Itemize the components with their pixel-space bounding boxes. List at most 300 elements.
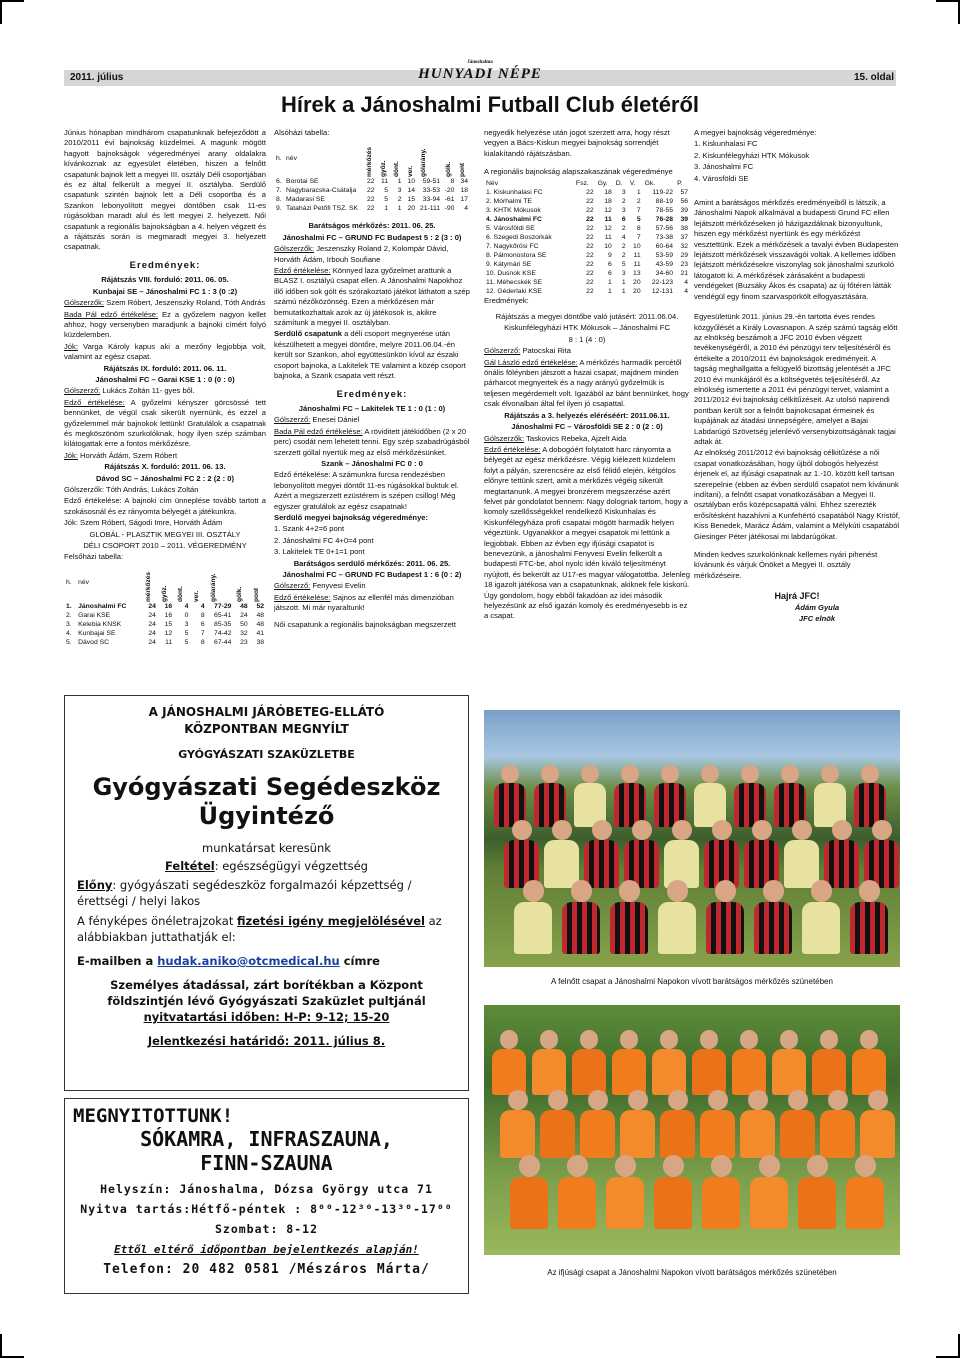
table-cell: 22 bbox=[586, 224, 594, 232]
opening-hours: nyitvatartási időben: H-P: 9-12; 15-20 bbox=[143, 1010, 390, 1024]
table-cell: 15 bbox=[407, 196, 415, 204]
table-cell: 7 bbox=[636, 233, 641, 241]
ad-location: Helyszín: Jánoshalma, Dózsa György utca 71 bbox=[100, 1182, 433, 1196]
table-cell: 20 bbox=[407, 205, 415, 213]
table-cell: -20 bbox=[444, 187, 455, 195]
table-cell: 53-59 bbox=[655, 251, 674, 259]
table-cell: Tataházi Petőfi TSZ. SK bbox=[286, 205, 359, 213]
youth-text: Serdülő csapatunk a déli csoport megnyerése után készülhetett a megyei döntőre, melyre 2011.06.04.-én került sor Szankon, ahol együttesünkön kívül az északi csoport bajnoka, a Lakitelek TE valamint a közép csoport bajnoka, a Szank csapata vett részt. bbox=[274, 329, 466, 381]
table-cell: 21 bbox=[680, 269, 688, 277]
table-cell: 29 bbox=[680, 251, 688, 259]
player-figure bbox=[754, 902, 792, 955]
table-row bbox=[484, 278, 690, 287]
table-cell: 4 bbox=[684, 287, 688, 295]
player-head bbox=[859, 880, 881, 902]
scorers: Gólszerző: Fenyvesi Evelin bbox=[274, 581, 366, 591]
player-head bbox=[715, 880, 737, 902]
table-cell: 3 bbox=[184, 620, 189, 628]
table-cell: 18 bbox=[460, 187, 468, 195]
player-head bbox=[792, 820, 812, 840]
player-figure bbox=[802, 902, 840, 955]
match-score: 8 : 1 (4 : 0) bbox=[568, 334, 606, 344]
match-header: Rájátszás VIII. forduló: 2011. 06. 05. bbox=[101, 275, 229, 285]
player-figure bbox=[620, 1110, 655, 1158]
table-header: gólarány. bbox=[420, 148, 427, 178]
table-cell: 4 bbox=[200, 602, 205, 610]
table-cell: 22 bbox=[366, 196, 375, 204]
table-header: Fsz. bbox=[575, 179, 589, 187]
table-cell: 73-38 bbox=[655, 233, 674, 241]
player-head bbox=[668, 1090, 688, 1110]
signature-slogan: Hajrá JFC! bbox=[774, 591, 820, 602]
match-header: Rájátszás a megyei döntőbe való jutásért: 2011.06.04. bbox=[495, 312, 679, 322]
player-head bbox=[588, 1090, 608, 1110]
table-row bbox=[484, 242, 690, 251]
table-cell: 13 bbox=[633, 269, 641, 277]
player-head bbox=[748, 1090, 768, 1110]
table-cell: 48 bbox=[256, 611, 264, 619]
table-cell: 3. bbox=[66, 620, 72, 628]
table-cell: 22 bbox=[586, 233, 594, 241]
player-head bbox=[571, 880, 593, 902]
table-cell: 2. bbox=[66, 611, 72, 619]
match-result: Jánoshalmi FC – Lakitelek TE 1 : 0 (1 : 0) bbox=[298, 403, 446, 413]
table-cell: -90 bbox=[444, 205, 455, 213]
regional-standings-table bbox=[484, 179, 690, 296]
table-cell: 74-42 bbox=[214, 629, 232, 637]
table-cell: 22 bbox=[586, 197, 594, 205]
table-cell: 6 bbox=[200, 620, 205, 628]
page-number: 15. oldal bbox=[853, 72, 894, 83]
table-row bbox=[64, 620, 266, 629]
issue-date: 2011. július bbox=[70, 72, 124, 83]
table-cell: 22 bbox=[586, 278, 594, 286]
player-head bbox=[740, 1030, 759, 1049]
table-cell: Nagybaracska-Csátalja bbox=[286, 187, 357, 195]
match-result: Kunbajai SE – Jánoshalmi FC 1 : 3 (0 :2) bbox=[92, 286, 238, 296]
table-cell: 9 bbox=[607, 251, 612, 259]
player-head bbox=[788, 1090, 808, 1110]
final-standing-item: 2. Jánoshalmi FC 4+0=4 pont bbox=[274, 535, 374, 545]
player-head bbox=[741, 765, 759, 783]
player-figure bbox=[780, 1110, 815, 1158]
table-cell: 6. Szegedi Boszorkák bbox=[486, 233, 552, 241]
table-cell: 12-131 bbox=[651, 287, 674, 295]
scorers: Gólszerző: Enesei Dániel bbox=[274, 415, 360, 425]
table-cell: 22 bbox=[586, 287, 594, 295]
upper-standings-table bbox=[64, 564, 266, 647]
table-header: Gk. bbox=[644, 179, 656, 187]
match-header: Rájátszás X. forduló: 2011. 06. 13. bbox=[104, 462, 226, 472]
table-cell: 77-29 bbox=[214, 602, 232, 610]
table-cell: 3 bbox=[621, 269, 626, 277]
table-cell: 24 bbox=[148, 611, 156, 619]
table-header: pont bbox=[252, 587, 260, 602]
table-cell: 15 bbox=[164, 620, 173, 628]
player-figure bbox=[692, 1049, 726, 1095]
table-cell: 4 bbox=[621, 233, 626, 241]
signature-name: Ádám Gyula bbox=[794, 602, 840, 612]
adult-team-photo bbox=[484, 710, 900, 967]
table-cell: 85-35 bbox=[214, 620, 232, 628]
coach-eval: Edző értékelése: Sajnos az ellenfél más dimenzióban játszott. Mi már nyaraltunk! bbox=[274, 592, 454, 613]
player-figure bbox=[784, 840, 819, 888]
table-row bbox=[484, 215, 690, 224]
table-cell: 7. bbox=[276, 187, 282, 195]
player-head bbox=[523, 880, 545, 902]
results-heading: Eredmények: bbox=[129, 259, 201, 271]
player-head bbox=[781, 765, 799, 783]
match-result: Szank – Jánoshalmi FC 0 : 0 bbox=[321, 458, 423, 468]
table-header: név bbox=[286, 154, 297, 162]
table-cell: 22 bbox=[366, 187, 375, 195]
page-title: Hírek a Jánoshalmi Futball Club életéről bbox=[280, 92, 700, 117]
deadline: Jelentkezési határidő: 2011. július 8. bbox=[147, 1034, 386, 1048]
table-cell: 65-41 bbox=[214, 611, 232, 619]
column-3 bbox=[484, 128, 690, 688]
scorers: Gólszerzők: Tóth András, Lukács Zoltán bbox=[64, 485, 199, 494]
player-head bbox=[592, 820, 612, 840]
player-figure bbox=[740, 1110, 775, 1158]
scorers: Gólszerző: Patocskai Rita bbox=[484, 346, 571, 356]
ad-heading: KÖZPONTBAN MEGNYÍLT bbox=[184, 722, 349, 736]
table-cell: 34-60 bbox=[655, 269, 674, 277]
table-row bbox=[64, 629, 266, 638]
player-head bbox=[541, 765, 559, 783]
player-head bbox=[621, 765, 639, 783]
delivery-text: Személyes átadással, zárt borítékban a Központ földszintjén lévő Gyógyászati Szaküzlet pultjánál bbox=[107, 978, 426, 1008]
player-figure bbox=[852, 1049, 886, 1095]
player-head bbox=[820, 1030, 839, 1049]
table-cell: 3 bbox=[397, 187, 402, 195]
job-advert bbox=[64, 695, 469, 1091]
table-cell: 1 bbox=[397, 205, 402, 213]
table-cell: 57-56 bbox=[655, 224, 674, 232]
scorers: Gólszerzők: Jeszenszky Roland 2, Kolompár Dávid, Horváth Ádám, Irbouh Soufiane bbox=[274, 244, 449, 264]
table-header: Gy. bbox=[597, 179, 608, 187]
table-cell: 1 bbox=[621, 287, 626, 295]
table-cell: 59-51 bbox=[422, 178, 441, 186]
best-players: Jók: Varga Károly kapus aki a mezőny legjobbja volt, valamint az egész csapat. bbox=[64, 341, 266, 362]
coach-eval: Gál László edző értékelése: A mérkőzés harmadik percétől önális föléynben játszott a hazai csapat, majdnem minden párharcot megnyertek és a nagy arányú győzelmük is teljesen megérdemelt volt. Igazából az bánt bennünket, hogy csak élvonalban által fel ilyen jó csapattal. bbox=[484, 357, 689, 409]
player-figure bbox=[654, 1177, 692, 1230]
final-standing-item: 3. Lakitelek TE 0+1=1 pont bbox=[274, 547, 365, 557]
table-cell: 4. Jánoshalmi FC bbox=[486, 215, 542, 223]
table-cell: Jánoshalmi FC bbox=[78, 602, 127, 610]
player-figure bbox=[500, 1110, 535, 1158]
intro-text: Június hónapban mindhárom csapatunknak befejeződött a 2010/2011 évi bajnokság küzdelmei. A magunk mögött hagyott bajnokságok végeredményei arany oldalakra kívánkoznak az egyesület életében, hiszen a felnőtt csapatunk bajnok lett a megyei III. osztály Déli csoportjában és ez által felkerült a megyei II. osztályba. Serdülő csapatunk szintén bajnok lett a Déli csoportba és a Szankon lebonyolított megyei döntőben csak 11-es rúgásokban maradt alul és lett megyei 2. helyezett. Női csapatunk a regionális bajnokságban a 4. helyen végzett és a rájátszás során is megmaradt megyei 3. helyezett csapatnak. bbox=[64, 128, 266, 252]
table-header: dönt. bbox=[177, 585, 185, 602]
table-header: ver. bbox=[406, 166, 414, 178]
player-figure bbox=[492, 1049, 526, 1095]
match-result: Jánoshalmi FC – Városföldi SE 2 : 0 (2 : 0) bbox=[511, 422, 663, 432]
match-header: Rájátszás a 3. helyezés eléréséért: 2011.06.11. bbox=[504, 410, 670, 420]
table-header: név bbox=[78, 579, 90, 587]
job-title: Gyógyászati Segédeszköz bbox=[92, 773, 441, 801]
ad-hours: Nyitva tartás:Hétfő-péntek : 8⁰⁰-12³⁰-13³⁰-17⁰⁰ bbox=[80, 1202, 453, 1216]
table-cell: 1. bbox=[66, 602, 72, 610]
player-head bbox=[501, 765, 519, 783]
player-figure bbox=[540, 1110, 575, 1158]
player-head bbox=[672, 820, 692, 840]
player-head bbox=[712, 820, 732, 840]
ad-subheading: GYÓGYÁSZATI SZAKÜZLETBE bbox=[178, 748, 355, 761]
table-header: ver. bbox=[193, 590, 201, 602]
player-head bbox=[752, 820, 772, 840]
table-cell: 2 bbox=[621, 224, 626, 232]
table-row bbox=[274, 204, 470, 213]
player-figure bbox=[706, 902, 744, 955]
ad-phone: Telefon: 20 482 0581 /Mészáros Márta/ bbox=[103, 1262, 430, 1277]
signature-role: JFC elnök bbox=[798, 614, 836, 624]
photo-caption: Az ifjúsági csapat a Jánoshalmi Napokon vívott barátságos mérkőzés szünetében bbox=[547, 1268, 837, 1277]
table-cell: 5 bbox=[621, 260, 626, 268]
column-2 bbox=[274, 128, 470, 688]
player-figure bbox=[658, 902, 696, 955]
coach-eval: Bada Pál edző értékelése: Ez a győzelem nagyon kellet ahhoz, hogy versenyben maradjunk a bajnoki címért folyó küzdelemben. bbox=[64, 309, 266, 340]
email-link[interactable]: hudak.aniko@otcmedical.hu bbox=[157, 954, 340, 968]
table-cell: 50 bbox=[240, 620, 248, 628]
table-cell: 12. Géderlaki KSE bbox=[486, 287, 542, 295]
player-figure bbox=[514, 902, 552, 955]
table-cell: 8. Pálmonostora SE bbox=[486, 251, 547, 259]
table-row bbox=[484, 260, 690, 269]
table-cell: 1 bbox=[636, 188, 641, 196]
table-cell: Kelebia KNSK bbox=[78, 620, 122, 628]
article-paragraph: Egyesületünk 2011. június 29.-én tartotta éves rendes közgyűlését a Király Lovasnapon. A szép számú tagság előtt az elnökség beszámolt a JFC 2010 évben végzett tevékenységéről, a 2010 évi pénzügyi terv teljesítéséről és értékelte a 2010/2011 évi bajnokságok eredményeit. A tagság meghallgatta a felügyelő bizottság jelentését a JFC 2010 évi munkájáról és a költségvetés teljesítéséről. Az elnökség ismertette a 2011 évi pénzügyi tervet, valamint a 2011/2012 évi bajnokság célkitűzéseit. Az utolsó napirendi pontban került sor a felnőtt bajnokcsapat érmeinek és kupájának az átadási ünnepségére, amelyet a Bajai Labdarúgó Szövetség jelenlévő versenybizottságának tagjai adtak át. bbox=[694, 312, 898, 446]
table-cell: 23 bbox=[240, 638, 248, 646]
player-figure bbox=[850, 902, 888, 955]
player-figure bbox=[652, 1049, 686, 1095]
table-cell: 11 bbox=[604, 215, 612, 223]
table-row bbox=[64, 638, 266, 647]
best-players: Jók: Szem Róbert, Ságodi Imre, Horváth Ádám bbox=[64, 518, 223, 528]
table-header: pont bbox=[459, 163, 467, 178]
player-figure bbox=[610, 902, 648, 955]
player-figure bbox=[700, 1110, 735, 1158]
table-cell: 7. Nagykőrösi FC bbox=[486, 242, 539, 250]
table-header: mérkőzés bbox=[366, 147, 373, 178]
requirement: Feltétel: egészségügyi végzettség bbox=[165, 859, 368, 873]
table-cell: 5. Városföldi SE bbox=[486, 224, 535, 232]
table-cell: 11 bbox=[604, 233, 612, 241]
match-header: Barátságos serdülő mérkőzés: 2011. 06. 25. bbox=[293, 558, 451, 568]
table-cell: 18 bbox=[604, 188, 612, 196]
ad-title: SÓKAMRA, INFRASZAUNA, bbox=[140, 1127, 393, 1151]
table-cell: 6 bbox=[621, 215, 626, 223]
table-cell: 5. bbox=[66, 638, 72, 646]
table-cell: 7 bbox=[636, 206, 641, 214]
scorers: Gólszerzők: Szem Róbert, Jeszenszky Roland, Tóth András bbox=[64, 298, 266, 308]
player-head bbox=[832, 820, 852, 840]
table-row bbox=[484, 269, 690, 278]
table-cell: 60-64 bbox=[655, 242, 674, 250]
coach-eval: Bada Pál edző értékelése: A röviditett játékidőben (2 x 20 perc) csodát nem lehetett tenni. Egy szép szabadrúgásból szerzett góllal nyertük meg az első mérkőzésünket. bbox=[274, 426, 470, 457]
final-standing-heading: A megyei bajnokság végeredménye: bbox=[694, 128, 817, 137]
player-head bbox=[855, 1155, 877, 1177]
coach-eval: Edző értékelése: A győzelmi kényszer görcsössé tett bennünket, de végül csak sikerült nyernünk, és ezzel a győzelemmel már bajnokok lettünk! Gratulálok a csapatnak és megköszönöm szurkolóknak, hogy ilyen szép számban kilátogattak erre a fontos mérkőzésre. bbox=[64, 397, 266, 449]
table-title: Alsóházi tabella: bbox=[274, 128, 330, 137]
masthead-logo: Jánoshalma HUNYADI NÉPE bbox=[418, 60, 542, 82]
table-cell: 1 bbox=[607, 278, 612, 286]
table-cell: 9. bbox=[276, 205, 282, 213]
job-title: Ügyintéző bbox=[198, 802, 335, 830]
player-head bbox=[868, 1090, 888, 1110]
player-figure bbox=[798, 1177, 836, 1230]
player-figure bbox=[860, 1110, 895, 1158]
player-head bbox=[512, 820, 532, 840]
table-cell: 5 bbox=[184, 638, 189, 646]
player-head bbox=[540, 1030, 559, 1049]
table-cell: 1 bbox=[607, 287, 612, 295]
table-cell: 76-28 bbox=[655, 215, 674, 223]
league-name: GLOBÁL - PLASZTIK MEGYEI III. OSZTÁLY bbox=[89, 529, 241, 539]
table-row bbox=[484, 188, 690, 197]
results-heading: Eredmények: bbox=[484, 295, 529, 305]
table-cell: 2 bbox=[636, 197, 641, 205]
table-cell: 0 bbox=[184, 611, 189, 619]
table-cell: 22 bbox=[586, 251, 594, 259]
player-head bbox=[628, 1090, 648, 1110]
table-cell: 11 bbox=[165, 638, 173, 646]
table-cell: 38 bbox=[680, 224, 688, 232]
player-figure bbox=[532, 1049, 566, 1095]
ad-heading: MEGNYITOTTUNK! bbox=[73, 1105, 234, 1127]
table-cell: 4. bbox=[66, 629, 72, 637]
final-standing-item: 1. Szank 4+2=6 pont bbox=[274, 524, 345, 534]
player-figure bbox=[732, 1049, 766, 1095]
table-cell: 24 bbox=[148, 629, 156, 637]
table-cell: 8 bbox=[450, 178, 455, 186]
final-standing-item: 3. Jánoshalmi FC bbox=[694, 162, 754, 172]
table-cell: -61 bbox=[444, 196, 455, 204]
table-cell: 2 bbox=[621, 197, 626, 205]
player-figure bbox=[584, 840, 619, 888]
table-cell: 39 bbox=[680, 206, 688, 214]
table-cell: 41 bbox=[256, 629, 264, 637]
table-header: mérkőzés bbox=[144, 571, 152, 602]
table-cell: 16 bbox=[164, 602, 173, 610]
match-result: Jánoshalmi FC – GRUND FC Budapest 5 : 2 (3 : 0) bbox=[282, 232, 462, 242]
ad-title: FINN-SZAUNA bbox=[200, 1151, 333, 1175]
table-header: győz. bbox=[160, 585, 168, 602]
match-result: Kiskunfélegyházi HTK Mókusok – Jánoshalmi FC bbox=[504, 323, 670, 333]
player-figure bbox=[510, 1177, 548, 1230]
player-head bbox=[552, 820, 572, 840]
player-head bbox=[661, 765, 679, 783]
table-header: h. bbox=[276, 154, 282, 162]
table-header: gólk. bbox=[236, 586, 244, 602]
player-head bbox=[632, 820, 652, 840]
table-cell: 11 bbox=[380, 178, 388, 186]
table-cell: 34 bbox=[460, 178, 468, 186]
table-header: gólarány. bbox=[209, 573, 217, 602]
table-header: dönt. bbox=[393, 161, 400, 178]
table-cell: 7 bbox=[200, 629, 205, 637]
table-row bbox=[484, 197, 690, 206]
table-cell: Borotai SE bbox=[286, 178, 319, 186]
player-head bbox=[663, 1155, 685, 1177]
table-cell: 10 bbox=[633, 242, 641, 250]
player-figure bbox=[750, 1177, 788, 1230]
table-cell: 17 bbox=[460, 196, 468, 204]
table-row bbox=[484, 287, 690, 296]
table-cell: 23 bbox=[680, 260, 688, 268]
coach-eval: Edző értékelése: A bajnoki cím ünneplése tovább tartott a szokásosnál és ez rányomta bélyegét a játékunkra. bbox=[64, 496, 266, 516]
table-cell: 3 bbox=[621, 188, 626, 196]
table-cell: 5 bbox=[384, 196, 388, 204]
table-cell: 22 bbox=[586, 260, 594, 268]
table-cell: 2. Mórhalmi TE bbox=[486, 197, 532, 205]
table-cell: 78-55 bbox=[655, 206, 674, 214]
best-players: Jók: Horváth Ádám, Szem Róbert bbox=[64, 450, 178, 460]
table-cell: Madarasi SE bbox=[286, 196, 325, 204]
table-cell: 8 bbox=[636, 224, 641, 232]
player-figure bbox=[772, 1049, 806, 1095]
table-title: A regionális bajnokság alapszakaszának végeredménye bbox=[484, 167, 673, 177]
match-header: Rájátszás IX. forduló: 2011. 06. 11. bbox=[103, 363, 227, 373]
table-cell: 22-123 bbox=[651, 278, 674, 286]
player-head bbox=[660, 1030, 679, 1049]
table-row bbox=[274, 186, 470, 195]
player-head bbox=[548, 1090, 568, 1110]
table-row bbox=[484, 224, 690, 233]
column-1 bbox=[64, 128, 266, 688]
ad-hours: Szombat: 8-12 bbox=[214, 1222, 318, 1236]
table-cell: 2 bbox=[397, 196, 402, 204]
table-cell: 11 bbox=[633, 260, 641, 268]
player-figure bbox=[572, 1049, 606, 1095]
table-cell: 1 bbox=[397, 178, 402, 186]
article-paragraph: Amint a barátságos mérkőzés eredményeiből is látszik, a Jánoshalmi Napok alkalmával a budapesti Grund FC ellen lejátszott mérkőzéseken jó házigazdáknak bizonyultunk, hiszen egy mérkőzést nyertünk és egy mérkőzést vesztettünk. Ezek a mérkőzések a tavalyi évben Budapesten lejátszott mérkőzések visszavágói voltak. A kellemes időben lejátszott mérkőzésekre viszonylag sok jánoshalmi szurkoló látogatott ki. A mérkőzések zárásaként a budapesti vendégeket (Buzsáky Ákos és csapata) az új főtéren látták vendégül egy finom szarvaspörkölt elfogyasztására. bbox=[694, 198, 899, 301]
table-cell: 20 bbox=[633, 287, 641, 295]
table-cell: 33-53 bbox=[422, 187, 441, 195]
table-cell: 37 bbox=[680, 233, 688, 241]
player-figure bbox=[702, 1177, 740, 1230]
final-standing-item: 2. Kiskunfélegyházi HTK Mókusok bbox=[694, 150, 810, 160]
coach-eval: Edző értékelése: A számunkra furcsa rendezésben lebonyolított megyei döntőt 11-es rúgásokkal buktuk el. Azért a megszerzett ezüstérem is szépen csillog! Még egyszer gratulálok az egész csapatnak! bbox=[274, 470, 459, 511]
player-head bbox=[872, 820, 892, 840]
table-cell: 18 bbox=[604, 197, 612, 205]
table-cell: 22 bbox=[586, 188, 594, 196]
article-paragraph: Az elnökség 2011/2012 évi bajnokság célkitűzése a női csapat vonatkozásában, hogy újból dobogós helyezést érjenek el, az ifjúsági csapatnak az 1.-10. között kell tartsan szerepelnie (ebben az évben serdülő csapatot nem kívánunk indítani), a felnőtt csapat vonatkozásában a Megyei II. osztályban erős középcsapattá válni. Ehhez szerezték erősítésként hazahívni a Kunfehértó csapatából Nagy Kristóf, Kiss Benedek, Marácz Ádám, valamint a Mélykúti csapatából Giesinger Péter játékosai mi labdarúgókat. bbox=[694, 448, 900, 541]
advantage: Előny: gyógyászati segédeszköz forgalmazói képzettség / érettségi / helyi lakos bbox=[77, 878, 412, 908]
player-figure bbox=[612, 1049, 646, 1095]
player-head bbox=[620, 1030, 639, 1049]
player-head bbox=[821, 765, 839, 783]
player-head bbox=[508, 1090, 528, 1110]
player-head bbox=[700, 1030, 719, 1049]
player-head bbox=[860, 1030, 879, 1049]
table-cell: 3 bbox=[621, 206, 626, 214]
table-cell: Garai KSE bbox=[78, 611, 111, 619]
player-head bbox=[861, 765, 879, 783]
player-figure bbox=[562, 902, 600, 955]
table-cell: 11 bbox=[633, 251, 641, 259]
table-cell: 24 bbox=[148, 638, 156, 646]
table-cell: 2 bbox=[621, 242, 626, 250]
table-cell: 21-111 bbox=[419, 205, 441, 213]
table-cell: 22 bbox=[586, 242, 594, 250]
table-cell: 43-59 bbox=[655, 260, 674, 268]
table-cell: 16 bbox=[164, 611, 173, 619]
column-4 bbox=[694, 128, 900, 688]
table-header: D. bbox=[615, 179, 623, 187]
table-row bbox=[274, 195, 470, 204]
table-cell: 6. bbox=[276, 178, 282, 186]
player-head bbox=[519, 1155, 541, 1177]
table-cell: 5 bbox=[184, 629, 189, 637]
